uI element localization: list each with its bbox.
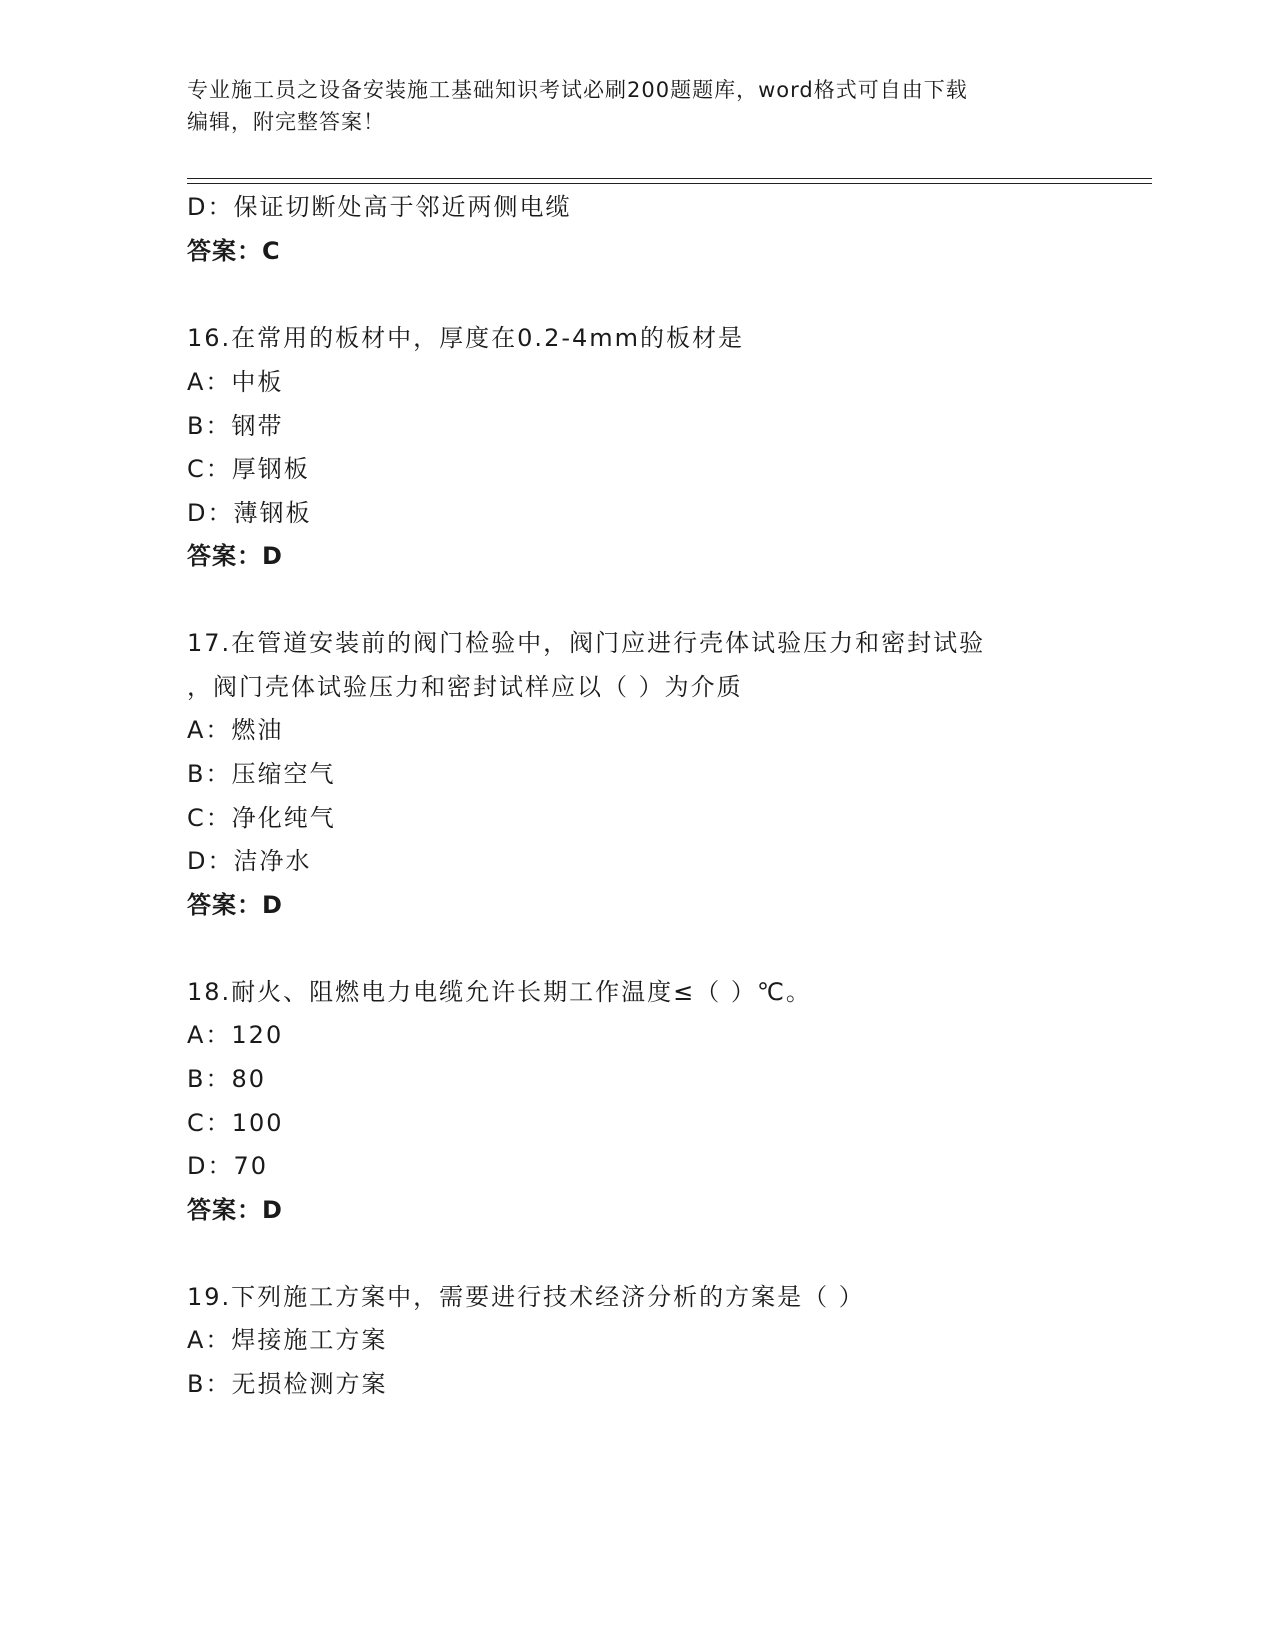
- question-19-option-a: A：焊接施工方案: [187, 1326, 388, 1354]
- question-19-stem: 19.下列施工方案中，需要进行技术经济分析的方案是（ ）: [187, 1283, 865, 1311]
- question-18-option-a: A：120: [187, 1021, 284, 1049]
- question-17-option-d: D：洁净水: [187, 847, 312, 875]
- question-16-answer: 答案：D: [187, 542, 283, 570]
- question-18-option-d: D：70: [187, 1152, 269, 1180]
- header-divider-top: [187, 178, 1152, 179]
- question-18-option-b: B：80: [187, 1065, 267, 1093]
- header-line-1: 专业施工员之设备安装施工基础知识考试必刷200题题库，word格式可自由下载: [187, 78, 968, 102]
- question-16-option-b: B：钢带: [187, 412, 284, 440]
- question-16-option-c: C：厚钢板: [187, 455, 310, 483]
- question-17-option-a: A：燃油: [187, 716, 284, 744]
- header-line-2: 编辑，附完整答案！: [187, 110, 385, 134]
- answer-line: 答案：C: [187, 237, 281, 265]
- question-19-option-b: B：无损检测方案: [187, 1370, 388, 1398]
- question-18-answer: 答案：D: [187, 1196, 283, 1224]
- question-18-stem: 18.耐火、阻燃电力电缆允许长期工作温度≤（ ）℃。: [187, 978, 812, 1006]
- question-16-option-a: A：中板: [187, 368, 284, 396]
- question-17-option-c: C：净化纯气: [187, 804, 336, 832]
- question-17-stem-line-1: 17.在管道安装前的阀门检验中，阀门应进行壳体试验压力和密封试验: [187, 629, 986, 657]
- question-16-option-d: D：薄钢板: [187, 499, 312, 527]
- option-d: D：保证切断处高于邻近两侧电缆: [187, 193, 572, 221]
- question-16-stem: 16.在常用的板材中，厚度在0.2-4mm的板材是: [187, 324, 745, 352]
- question-17-answer: 答案：D: [187, 891, 283, 919]
- question-18-option-c: C：100: [187, 1109, 284, 1137]
- document-header: [187, 74, 1087, 138]
- question-17-stem-line-2: ，阀门壳体试验压力和密封试样应以（ ）为介质: [187, 673, 743, 701]
- question-17-option-b: B：压缩空气: [187, 760, 336, 788]
- header-divider-bottom: [187, 183, 1152, 184]
